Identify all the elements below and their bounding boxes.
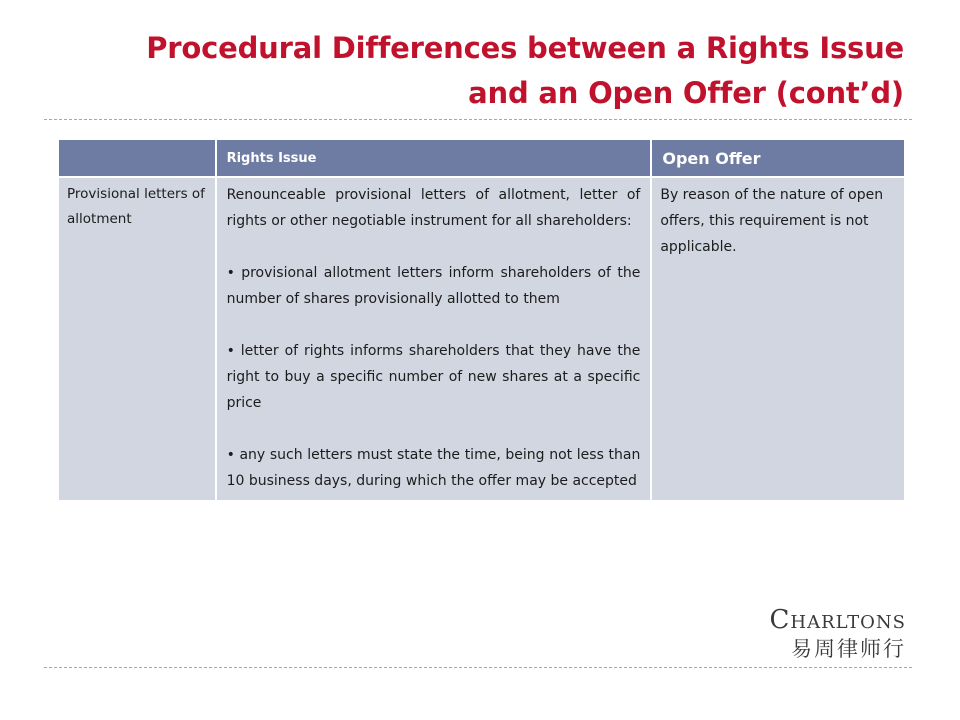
charltons-logo bbox=[770, 604, 906, 662]
header-rights-issue: Rights Issue bbox=[217, 140, 651, 176]
header-empty-cell bbox=[59, 140, 215, 176]
top-divider bbox=[44, 119, 912, 120]
table-row bbox=[59, 178, 904, 500]
rights-issue-bullet-3: • any such letters must state the time, being not less than 10 business days, during which the offer may be accepted bbox=[226, 447, 641, 489]
slide-title bbox=[84, 26, 904, 116]
logo-name-en: Charltons bbox=[769, 605, 906, 635]
rights-issue-bullet-1: • provisional allotment letters inform shareholders of the number of shares provisionally allotted to them bbox=[226, 265, 641, 307]
bottom-divider bbox=[44, 667, 912, 668]
rights-issue-cell bbox=[217, 178, 651, 500]
comparison-table bbox=[57, 138, 906, 502]
rights-issue-intro: Renounceable provisional letters of allotment, letter of rights or other negotiable instrument for all shareholders: bbox=[226, 187, 641, 229]
logo-name-cn: 易周律师行 bbox=[791, 637, 906, 661]
slide-title-line-2: and an Open Offer (cont’d) bbox=[468, 76, 904, 110]
open-offer-cell: By reason of the nature of open offers, this requirement is not applicable. bbox=[652, 178, 904, 500]
header-open-offer: Open Offer bbox=[652, 140, 904, 176]
table-header-row bbox=[59, 140, 904, 176]
rights-issue-bullet-2: • letter of rights informs shareholders that they have the right to buy a specific number of new shares at a specific price bbox=[226, 343, 641, 411]
slide-title-line-1: Procedural Differences between a Rights Issue bbox=[146, 31, 904, 65]
row-label-cell: Provisional letters of allotment bbox=[59, 178, 215, 500]
